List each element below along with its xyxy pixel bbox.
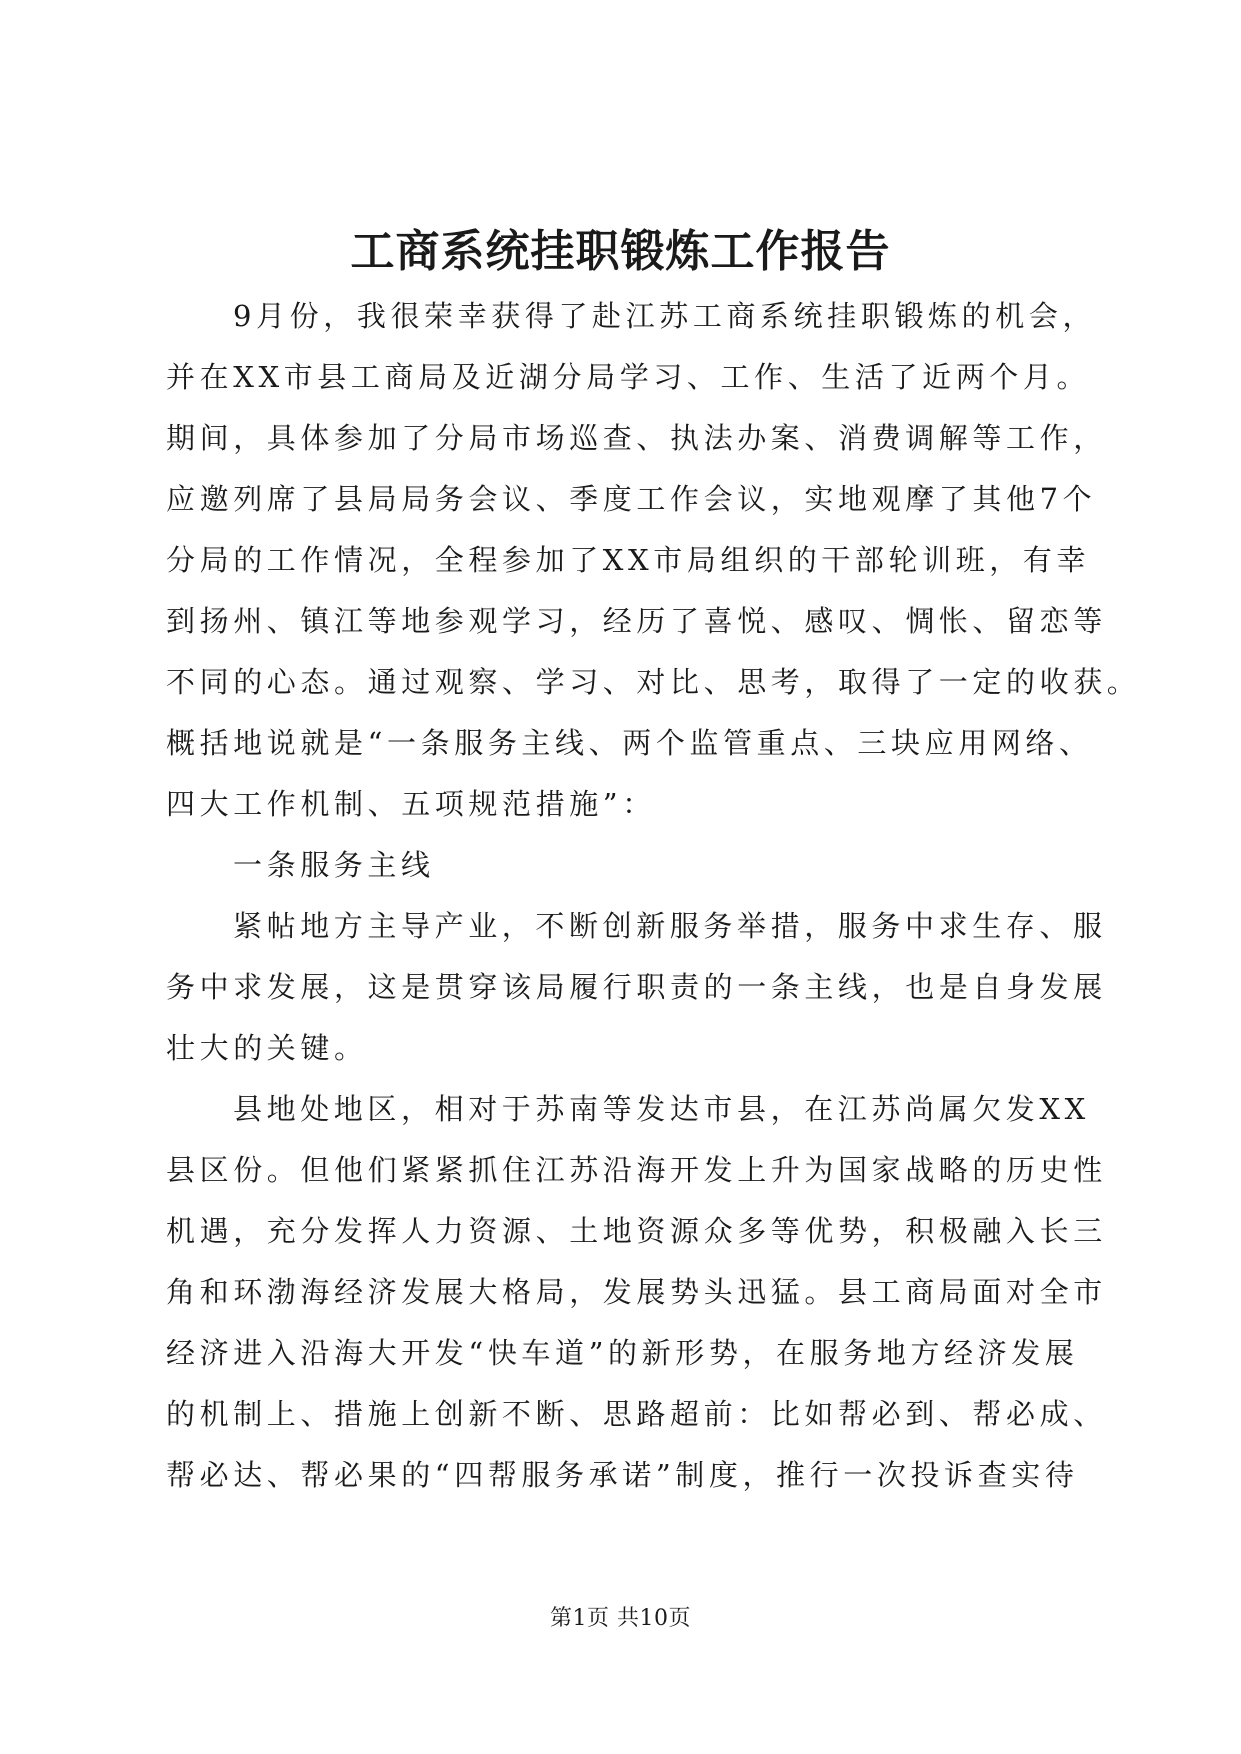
section-heading: 一条服务主线 (233, 848, 435, 882)
paragraph-line: 概括地说就是“一条服务主线、两个监管重点、三块应用网络、 (166, 726, 1093, 760)
paragraph-line: 分局的工作情况，全程参加了XX市局组织的干部轮训班，有幸 (166, 543, 1091, 577)
paragraph-line: 四大工作机制、五项规范措施”： (166, 787, 656, 821)
paragraph-line: 务中求发展，这是贯穿该局履行职责的一条主线，也是自身发展 (166, 970, 1107, 1004)
document-title: 工商系统挂职锻炼工作报告 (350, 226, 891, 277)
paragraph-line: 紧帖地方主导产业，不断创新服务举措，服务中求生存、服 (233, 909, 1107, 943)
document-body (166, 286, 1141, 1506)
paragraph-line: 期间，具体参加了分局市场巡查、执法办案、消费调解等工作， (166, 421, 1107, 455)
paragraph-line: 的机制上、措施上创新不断、思路超前：比如帮必到、帮必成、 (166, 1397, 1107, 1431)
paragraph-line: 并在XX市县工商局及近湖分局学习、工作、生活了近两个月。 (166, 360, 1091, 394)
paragraph-line: 角和环渤海经济发展大格局，发展势头迅猛。县工商局面对全市 (166, 1275, 1107, 1309)
paragraph-line: 县区份。但他们紧紧抓住江苏沿海开发上升为国家战略的历史性 (166, 1153, 1107, 1187)
paragraph-line: 县地处地区，相对于苏南等发达市县，在江苏尚属欠发XX (233, 1092, 1090, 1126)
paragraph-line: 帮必达、帮必果的“四帮服务承诺”制度，推行一次投诉查实待 (166, 1458, 1079, 1492)
paragraph-line: 壮大的关键。 (166, 1031, 368, 1065)
paragraph-line: 到扬州、镇江等地参观学习，经历了喜悦、感叹、惆怅、留恋等 (166, 604, 1107, 638)
paragraph-line: 应邀列席了县局局务会议、季度工作会议，实地观摩了其他7个 (166, 482, 1097, 516)
paragraph-line: 经济进入沿海大开发“快车道”的新形势，在服务地方经济发展 (166, 1336, 1079, 1370)
page-number-footer: 第1页 共10页 (550, 1606, 691, 1631)
paragraph-line: 机遇，充分发挥人力资源、土地资源众多等优势，积极融入长三 (166, 1214, 1107, 1248)
paragraph-line: 9月份，我很荣幸获得了赴江苏工商系统挂职锻炼的机会， (233, 299, 1097, 333)
paragraph-line: 不同的心态。通过观察、学习、对比、思考，取得了一定的收获。 (166, 665, 1141, 699)
